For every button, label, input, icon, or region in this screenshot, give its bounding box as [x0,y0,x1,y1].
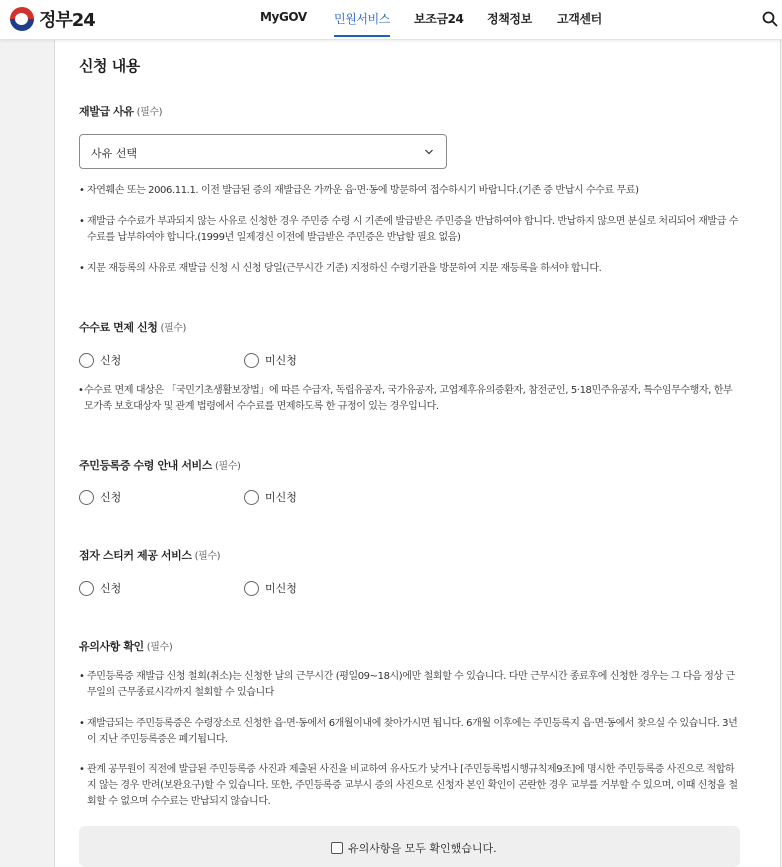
confirm-label: 유의사항을 모두 확인했습니다. [348,842,497,855]
note-text: 관계 공무원이 직전에 발급된 주민등록증 사진과 제출된 사진을 비교하여 유사도가 낮거나 [주민등록법시행규칙제9조]에 명시한 주민등록증 사진으로 적합하지 않는 경우 반려(보완요구)할 수 있습니다. 또한, 주민등록증 교부시 증의 사진으로 신청자 본인 확인이 곤란한 경우 교부를 거부할 수 있으며, 이때 신청을 철회할 수 없으며 수수료는 반납되지 않습니다. [87,764,738,807]
radio-label: 미신청 [265,354,297,367]
required-marker: (필수) [160,323,186,334]
note-text: 수수료 면제 대상은 「국민기초생활보장법」에 따른 수급자, 독립유공자, 국가유공자, 고엽제후유의증환자, 참전군인, 5·18민주유공자, 특수임무수행자, 한부모가족 보호대상자 및 관계 법령에서 수수료를 면제하도록 한 규정이 있는 경우입니다. [84,385,733,412]
sticker-radio-yes[interactable] [79,580,121,596]
sticker-radio-no[interactable] [244,580,297,596]
note-text: 재발급 수수료가 부과되지 않는 사유로 신청한 경우 주민증 수령 시 기존에 발급받은 주민증을 반납하여야 합니다. 반납하지 않으면 분실로 처리되어 재발급 수수료를 납부하여야 합니다.(1999년 일제경신 이전에 발급받은 주민증은 반납할 필요 없음) [87,216,738,243]
radio-label: 미신청 [265,491,297,504]
required-marker: (필수) [146,642,173,653]
confirm-checkbox[interactable] [331,840,497,856]
receipt-label-text: 주민등록증 수령 안내 서비스 [79,459,212,472]
note-text: 주민등록증 재발급 신청 철회(취소)는 신청한 날의 근무시간 (평일09~18시)에만 철회할 수 있습니다. 다만 근무시간 종료후에 신청한 경우는 그 다음 정상 근무일의 근무종료시각까지 철회할 수 있습니다 [87,671,735,698]
reason-label-text: 재발급 사유 [79,105,134,118]
nav-mygov[interactable]: MyGOV [260,10,307,24]
confirm-box [79,826,740,867]
radio-circle [244,353,259,368]
radio-label: 신청 [100,491,122,504]
note-text: 지문 재등록의 사유로 재발급 신청 시 신청 당일(근무시간 기준) 지정하신 수령기관을 방문하여 지문 재등록을 하셔야 합니다. [87,263,602,274]
radio-circle [79,353,94,368]
reason-select-value: 사유 선택 [91,147,138,160]
caution-label-text: 유의사항 확인 [79,640,144,653]
nav-customer-center[interactable]: 고객센터 [557,12,602,26]
nav-civil-service[interactable]: 민원서비스 [334,12,390,26]
taegeuk-logo-icon [10,7,34,31]
fee-radio-yes[interactable] [79,352,121,368]
reason-note-1: • 자연훼손 또는 2006.11.1. 이전 발급된 증의 재발급은 가까운 읍·면·동에 방문하여 접수하시기 바랍니다.(기존 증 반납시 수수료 무료) [79,183,739,199]
reason-note-3: • 지문 재등록의 사유로 재발급 신청 시 신청 당일(근무시간 기준) 지정하신 수령기관을 방문하여 지문 재등록을 하셔야 합니다. [79,261,739,277]
logo-text: 정부24 [39,10,95,31]
nav-subsidy24[interactable]: 보조금24 [414,12,464,26]
fee-note: • 수수료 면제 대상은 「국민기초생활보장법」에 따른 수급자, 독립유공자, 국가유공자, 고엽제후유의증환자, 참전군인, 5·18민주유공자, 특수임무수행자, 한부모가족 보호대상자 및 관계 법령에서 수수료를 면제하도록 한 규정이 있는 경우입니다. [78,383,740,415]
reason-select[interactable] [79,134,447,169]
radio-circle [79,581,94,596]
receipt-label [79,457,241,473]
radio-circle [79,490,94,505]
caution-note-3: • 관계 공무원이 직전에 발급된 주민등록증 사진과 제출된 사진을 비교하여 유사도가 낮거나 [주민등록법시행규칙제9조]에 명시한 주민등록증 사진으로 적합하지 않는 경우 반려(보완요구)할 수 있습니다. 또한, 주민등록증 교부시 증의 사진으로 신청자 본인 확인이 곤란한 경우 교부를 거부할 수 있으며, 이때 신청을 철회할 수 없으며 수수료는 반납되지 않습니다. [79,762,739,810]
note-text: 자연훼손 또는 2006.11.1. 이전 발급된 증의 재발급은 가까운 읍·면·동에 방문하여 접수하시기 바랍니다.(기존 증 반납시 수수료 무료) [87,185,639,196]
radio-label: 신청 [100,582,122,595]
radio-circle [244,490,259,505]
search-icon[interactable] [762,11,778,27]
fee-radio-no[interactable] [244,352,297,368]
required-marker: (필수) [194,551,221,562]
fee-label-text: 수수료 면제 신청 [79,321,158,334]
required-marker: (필수) [136,107,163,118]
gov24-logo[interactable] [10,6,95,32]
radio-circle [244,581,259,596]
required-marker: (필수) [215,461,241,472]
reason-note-2: • 재발급 수수료가 부과되지 않는 사유로 신청한 경우 주민증 수령 시 기존에 발급받은 주민증을 반납하여야 합니다. 반납하지 않으면 분실로 처리되어 재발급 수수료를 납부하여야 합니다.(1999년 일제경신 이전에 발급받은 주민증은 반납할 필요 없음) [79,214,739,246]
sticker-label-text: 점자 스티커 제공 서비스 [79,549,192,562]
fee-label [79,319,186,335]
caution-note-1: • 주민등록증 재발급 신청 철회(취소)는 신청한 날의 근무시간 (평일09~18시)에만 철회할 수 있습니다. 다만 근무시간 종료후에 신청한 경우는 그 다음 정상 근무일의 근무종료시각까지 철회할 수 있습니다 [79,669,739,701]
checkbox-icon [331,842,343,854]
note-text: 재발급되는 주민등록증은 수령장소로 신청한 읍·면·동에서 6개월이내에 찾아가시면 됩니다. 6개월 이후에는 주민등록지 읍·면·동에서 찾으실 수 있습니다. 3년이 지난 주민등록증은 폐기됩니다. [87,718,738,745]
radio-label: 신청 [100,354,122,367]
chevron-down-icon [424,147,434,157]
radio-label: 미신청 [265,582,297,595]
sticker-label [79,547,220,563]
reason-label [79,103,162,119]
section-title: 신청 내용 [79,57,140,75]
nav-policy-info[interactable]: 정책정보 [487,12,532,26]
top-header [0,0,782,40]
receipt-radio-yes[interactable] [79,489,121,505]
caution-note-2: • 재발급되는 주민등록증은 수령장소로 신청한 읍·면·동에서 6개월이내에 찾아가시면 됩니다. 6개월 이후에는 주민등록지 읍·면·동에서 찾으실 수 있습니다. 3년이 지난 주민등록증은 폐기됩니다. [79,716,739,748]
receipt-radio-no[interactable] [244,489,297,505]
caution-label [79,638,172,654]
